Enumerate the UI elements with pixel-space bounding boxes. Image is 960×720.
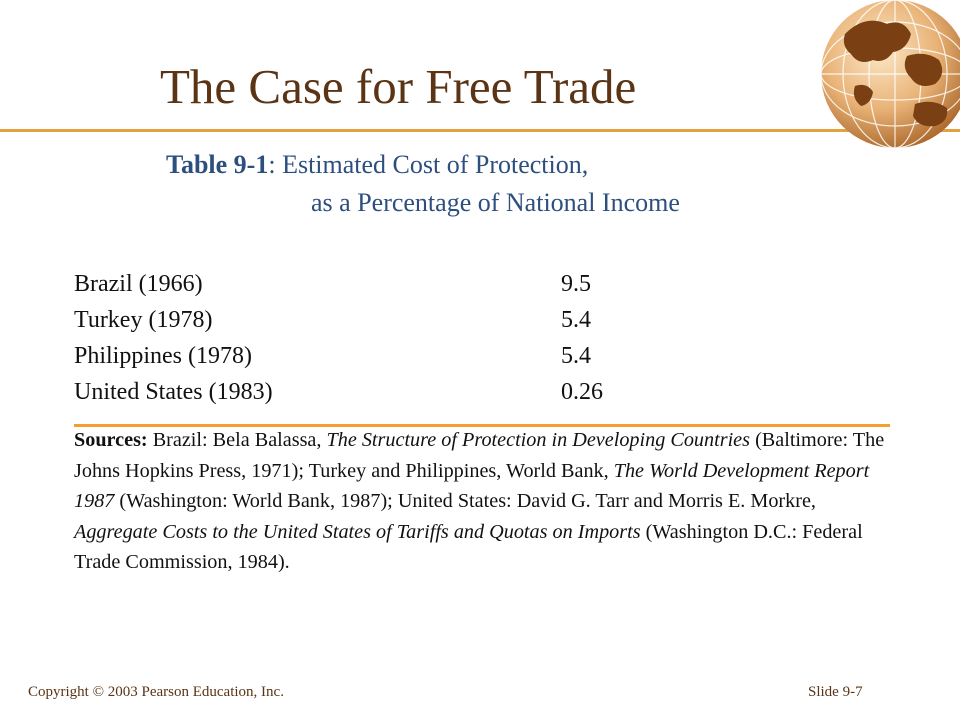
caption-line2: as a Percentage of National Income [311,188,680,217]
caption-label: Table 9-1 [166,150,269,179]
slide-number: Slide 9-7 [808,684,863,700]
sources-note [74,425,894,578]
sources-text-3: (Washington: World Bank, 1987); United States: David G. Tarr and Morris E. Morkre, [114,490,816,512]
country-cell: Brazil (1966) [74,271,203,297]
table-row [74,266,894,302]
sources-title-3: Aggregate Costs to the United States of Tariffs and Quotas on Imports [74,520,641,543]
sources-text-1: Brazil: Bela Balassa, [147,429,327,451]
table-caption [166,146,680,222]
value-cell: 5.4 [561,343,591,369]
sources-text-4: (Washington D.C.: Federal Trade Commission, 1984). [74,520,863,573]
table-row [74,338,894,374]
caption-line1: : Estimated Cost of Protection, [268,150,589,179]
table-row [74,374,894,410]
table-row [74,302,894,338]
globe-icon [815,0,960,154]
sources-title-2: The World Development Report 1987 [74,459,870,512]
value-cell: 0.26 [561,379,603,405]
country-cell: Philippines (1978) [74,343,252,369]
value-cell: 9.5 [561,271,591,297]
country-cell: United States (1983) [74,379,273,405]
sources-title-1: The Structure of Protection in Developing Countries [326,429,751,451]
sources-label: Sources: [74,429,148,451]
copyright-notice: Copyright © 2003 Pearson Education, Inc. [28,684,284,700]
sources-text-2: (Baltimore: The Johns Hopkins Press, 1971); Turkey and Philippines, World Bank, [74,429,885,482]
country-cell: Turkey (1978) [74,307,213,333]
value-cell: 5.4 [561,307,591,333]
data-table [74,266,894,410]
slide-title: The Case for Free Trade [160,59,637,114]
